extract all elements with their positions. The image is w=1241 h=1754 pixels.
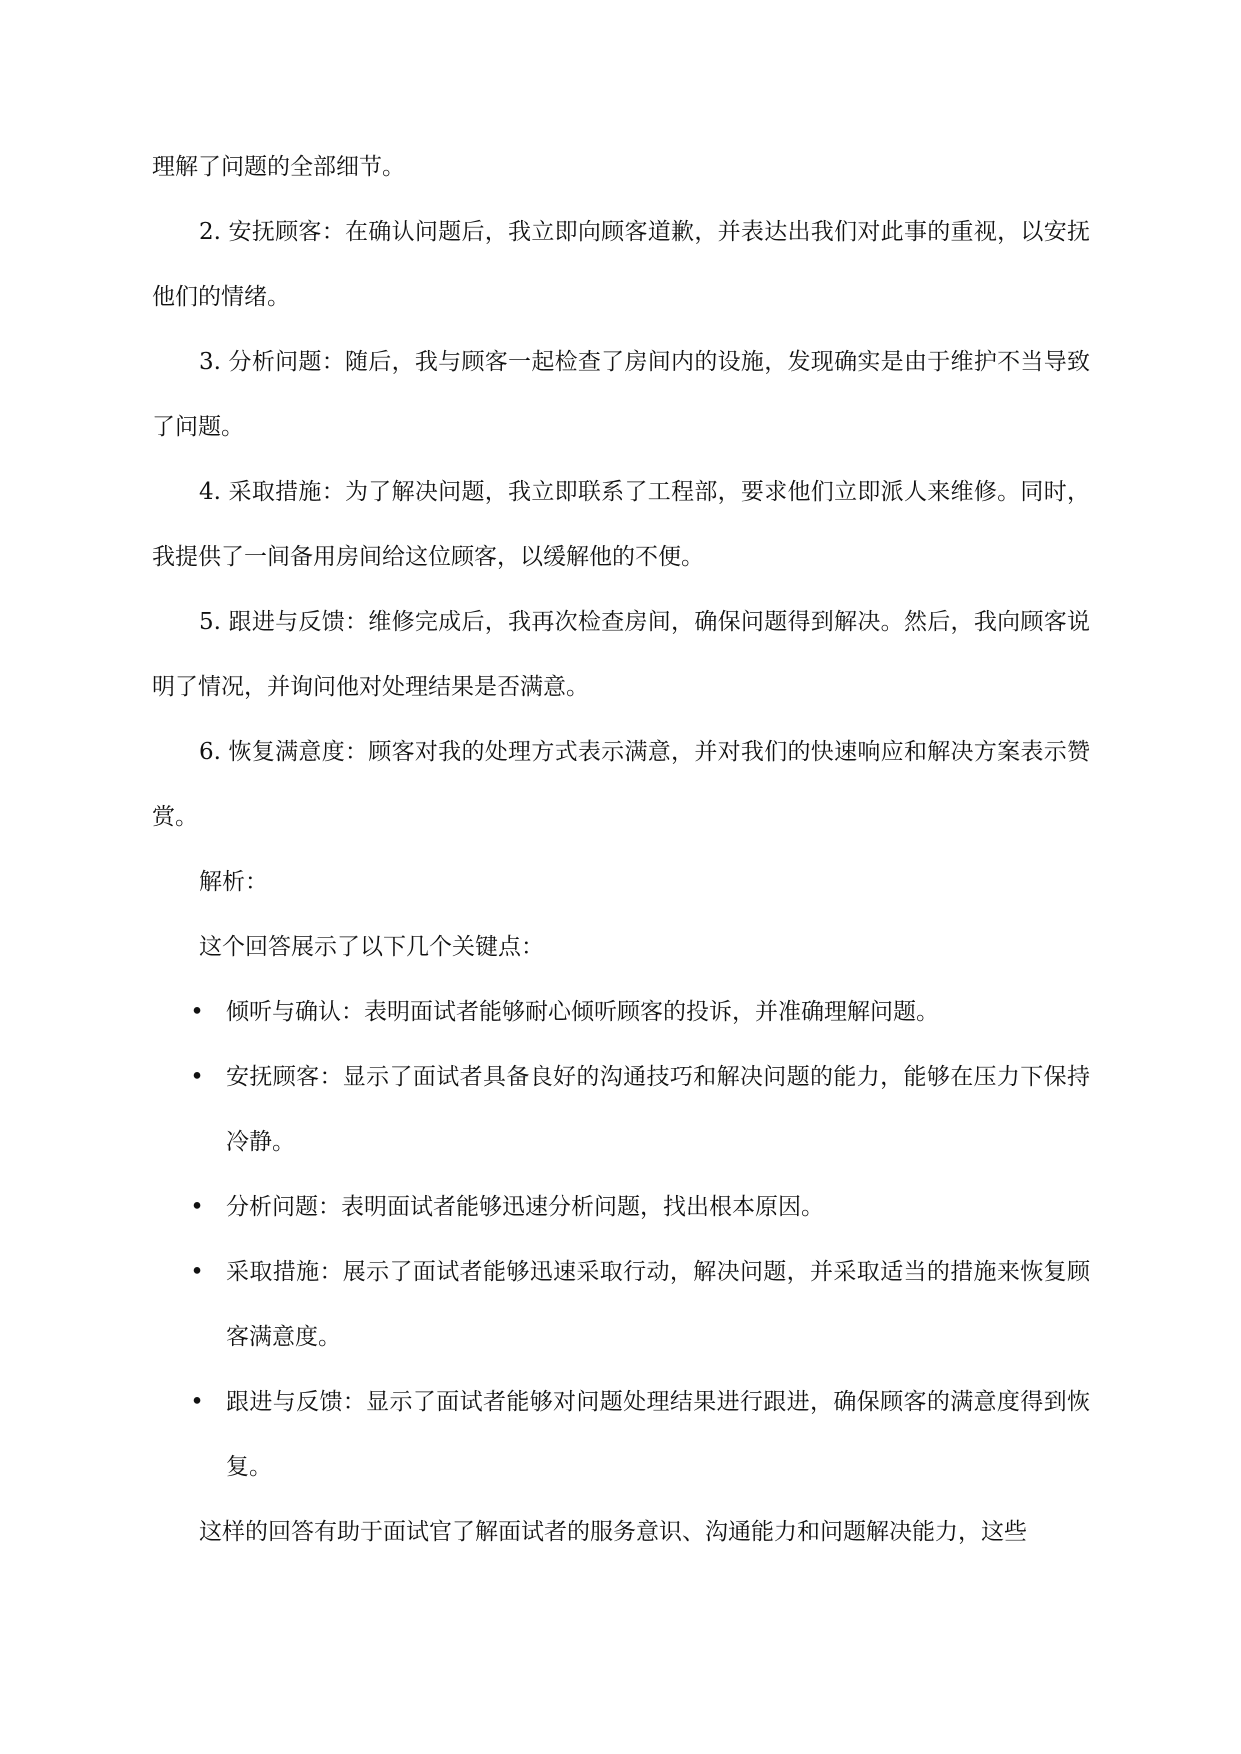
list-item-text: 跟进与反馈：显示了面试者能够对问题处理结果进行跟进，确保顾客的满意度得到恢复。: [226, 1389, 1090, 1480]
paragraph-step-5: 5. 跟进与反馈：维修完成后，我再次检查房间，确保问题得到解决。然后，我向顾客说明了情况，并询问他对处理结果是否满意。: [152, 609, 1090, 700]
list-item-text: 倾听与确认：表明面试者能够耐心倾听顾客的投诉，并准确理解问题。: [226, 999, 939, 1025]
list-item: [152, 1045, 1090, 1175]
paragraph-step-6: 6. 恢复满意度：顾客对我的处理方式表示满意，并对我们的快速响应和解决方案表示赞赏。: [152, 739, 1090, 830]
paragraph-step-4: 4. 采取措施：为了解决问题，我立即联系了工程部，要求他们立即派人来维修。同时，我提供了一间备用房间给这位顾客，以缓解他的不便。: [152, 479, 1090, 570]
bullet-icon: •: [190, 1064, 204, 1090]
bullet-icon: •: [190, 1389, 204, 1415]
list-item: [152, 1240, 1090, 1370]
bullet-icon: •: [190, 999, 204, 1025]
document-body: [152, 135, 1090, 1565]
analysis-heading: 解析：: [199, 869, 268, 895]
paragraph-step-3: 3. 分析问题：随后，我与顾客一起检查了房间内的设施，发现确实是由于维护不当导致了问题。: [152, 349, 1090, 440]
list-item-text: 安抚顾客：显示了面试者具备良好的沟通技巧和解决问题的能力，能够在压力下保持冷静。: [226, 1064, 1090, 1155]
key-points-list: [152, 980, 1090, 1500]
paragraph-step-2: 2. 安抚顾客：在确认问题后，我立即向顾客道歉，并表达出我们对此事的重视，以安抚他们的情绪。: [152, 219, 1090, 310]
analysis-intro: 这个回答展示了以下几个关键点：: [199, 934, 544, 960]
list-item-text: 采取措施：展示了面试者能够迅速采取行动，解决问题，并采取适当的措施来恢复顾客满意度。: [226, 1259, 1090, 1350]
paragraph-continuation: 理解了问题的全部细节。: [152, 154, 405, 180]
bullet-icon: •: [190, 1194, 204, 1220]
bullet-icon: •: [190, 1259, 204, 1285]
list-item: [152, 980, 1090, 1045]
conclusion-paragraph: 这样的回答有助于面试官了解面试者的服务意识、沟通能力和问题解决能力，这些: [199, 1519, 1027, 1545]
list-item-text: 分析问题：表明面试者能够迅速分析问题，找出根本原因。: [226, 1194, 824, 1220]
list-item: [152, 1175, 1090, 1240]
list-item: [152, 1370, 1090, 1500]
